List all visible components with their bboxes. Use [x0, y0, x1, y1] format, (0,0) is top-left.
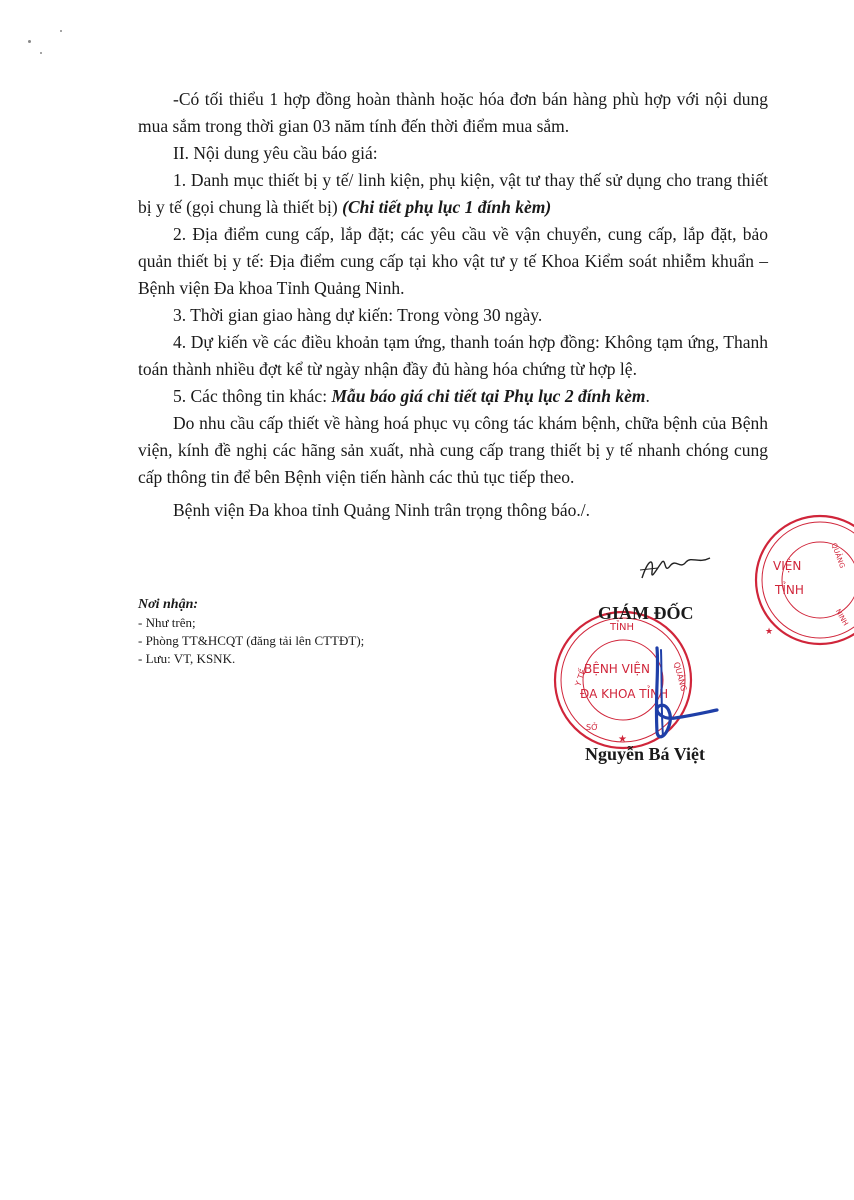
section-heading: II. Nội dung yêu cầu báo giá: — [173, 143, 378, 163]
scan-speck — [40, 52, 42, 54]
recipient-item: - Như trên; — [138, 615, 196, 630]
partial-seal-line-1: VIỆN — [773, 559, 802, 573]
seal-arc-bottom: SỞ — [586, 723, 599, 732]
closing-paragraph: Bệnh viện Đa khoa tỉnh Quảng Ninh trân trọng thông báo./. — [173, 500, 591, 520]
director-signature — [635, 640, 725, 750]
item-4: 4. Dự kiến về các điều khoản tạm ứng, thanh toán hợp đồng: Không tạm ứng, Thanh toán thành nhiều đợt kể từ ngày nhận đầy đủ hàng hóa chứng từ hợp lệ. — [138, 332, 768, 379]
signer-title: GIÁM ĐỐC — [598, 603, 694, 623]
recipient-item: - Lưu: VT, KSNK. — [138, 651, 236, 666]
seal-line-1: BỆNH VIỆN — [584, 662, 650, 676]
item-5-end: . — [645, 386, 650, 406]
recipients-block — [138, 596, 364, 668]
item-1-text: 1. Danh mục thiết bị y tế/ linh kiện, phụ kiện, vật tư thay thế sử dụng cho trang thiết bị y tế (gọi chung là thiết bị) — [138, 170, 768, 217]
item-1-emphasis: (Chi tiết phụ lục 1 đính kèm) — [342, 197, 552, 217]
seal-line-2: ĐA KHOA TỈNH — [580, 687, 669, 701]
item-2: 2. Địa điểm cung cấp, lắp đặt; các yêu cầu về vận chuyển, cung cấp, lắp đặt, bảo quản thiết bị y tế: Địa điểm cung cấp tại kho vật tư y tế Khoa Kiểm soát nhiễm khuẩn – Bệnh viện Đa khoa Tỉnh Quảng Ninh. — [138, 224, 768, 298]
scan-speck — [60, 30, 62, 32]
partial-seal-arc: QUẢNG — [829, 542, 847, 570]
partial-seal-star: ★ — [765, 627, 774, 637]
document-body — [138, 86, 768, 524]
seal-arc-right: QUẢNG — [671, 661, 689, 693]
partial-seal — [745, 510, 854, 650]
seal-arc-left: Y TẾ — [573, 667, 588, 688]
item-1 — [138, 167, 768, 221]
seal-top-text: TỈNH — [610, 622, 635, 633]
item-5-emphasis: Mẫu báo giá chi tiết tại Phụ lục 2 đính kèm — [331, 386, 646, 406]
partial-seal-line-2: TỈNH — [775, 583, 804, 597]
recipients-heading: Nơi nhận: — [138, 597, 199, 612]
partial-seal-arc-2: NINH — [833, 607, 850, 628]
recipient-item: - Phòng TT&HCQT (đăng tải lên CTTĐT); — [138, 633, 365, 648]
signer-name: Nguyễn Bá Việt — [585, 744, 706, 764]
seal-star: ★ — [618, 734, 627, 745]
item-5-text: 5. Các thông tin khác: — [173, 386, 332, 406]
qualification-paragraph: -Có tối thiểu 1 hợp đồng hoàn thành hoặc hóa đơn bán hàng phù hợp với nội dung mua sắm trong thời gian 03 năm tính đến thời điểm mua sắm. — [138, 89, 768, 136]
item-3: 3. Thời gian giao hàng dự kiến: Trong vòng 30 ngày. — [173, 305, 543, 325]
request-paragraph: Do nhu cầu cấp thiết về hàng hoá phục vụ công tác khám bệnh, chữa bệnh của Bệnh viện, kính đề nghị các hãng sản xuất, nhà cung cấp trang thiết bị y tế nhanh chóng cung cấp thông tin để bên Bệnh viện tiến hành các thủ tục tiếp theo. — [138, 413, 768, 487]
initials-signature — [636, 550, 716, 586]
scan-speck — [28, 40, 31, 43]
item-5 — [138, 383, 768, 410]
